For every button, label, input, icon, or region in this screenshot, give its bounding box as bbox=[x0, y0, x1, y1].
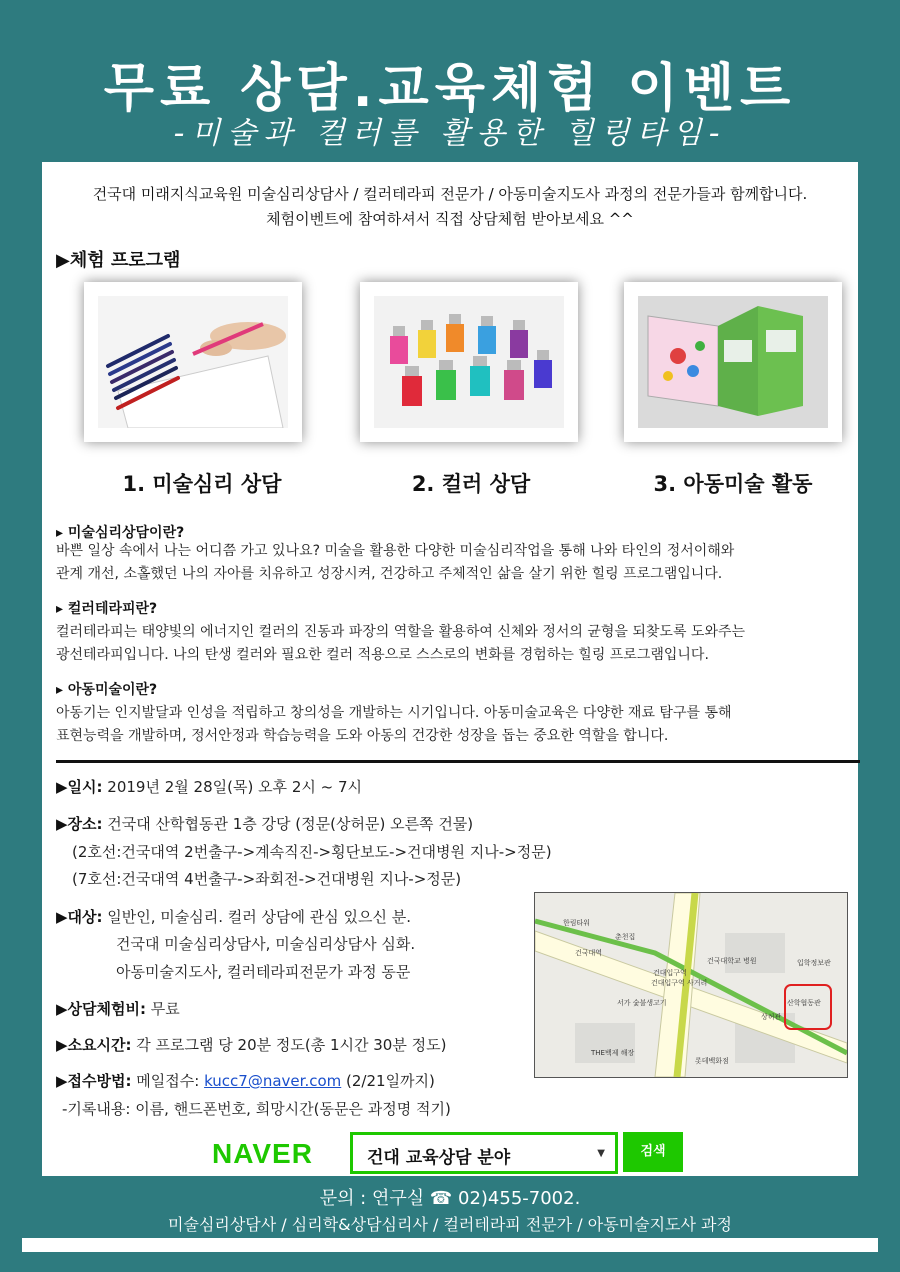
page-title: 무료 상담.교육체험 이벤트 bbox=[103, 59, 797, 119]
route-line-2: (2호선:건국대역 2번출구->계속직진->횡단보도->건대병원 지나->정문) bbox=[72, 843, 552, 861]
fee-value: 무료 bbox=[150, 1000, 180, 1018]
art-therapy-line-2: 관계 개선, 소홀했던 나의 자아를 치유하고 성장시켜, 건강하고 주체적인 삶을 살기 위한 힐링 프로그램입니다. bbox=[56, 566, 723, 582]
naver-logo: NAVER bbox=[212, 1138, 313, 1169]
program-caption-3: 3. 아동미술 활동 bbox=[653, 472, 813, 496]
intro-text bbox=[42, 182, 858, 232]
date-label: ▶일시: bbox=[56, 778, 103, 796]
kids-art-line-2: 표현능력을 개발하며, 정서안정과 학습능력을 도와 아동의 건강한 성장을 돕는 중요한 역할을 합니다. bbox=[56, 728, 669, 744]
kids-art-line-1: 아동기는 인지발달과 인성을 적립하고 창의성을 개발하는 시기입니다. 아동미술교육은 다양한 재료 탐구를 통해 bbox=[56, 705, 732, 721]
apply-prefix: 메일접수: bbox=[136, 1072, 200, 1090]
fee-row bbox=[56, 998, 180, 1019]
page-subtitle: -미술과 컬러를 활용한 힐링타임- bbox=[173, 116, 727, 151]
art-therapy-question: ▸ 미술심리상담이란? bbox=[56, 525, 185, 541]
target-line-3: 아동미술지도사, 컬러테라피전문가 과정 동문 bbox=[116, 963, 411, 981]
contact-info: 문의 : 연구실 ☎ 02)455-7002. bbox=[319, 1188, 581, 1209]
map-label-2: 건국대역 bbox=[575, 949, 603, 957]
course-list: 미술심리상담사 / 심리학&상담심리사 / 컬러테라피 전문가 / 아동미술지도사 과정 bbox=[168, 1215, 732, 1234]
program-caption-1: 1. 미술심리 상담 bbox=[122, 472, 282, 496]
map-label-11: 건대입구역 bbox=[653, 969, 687, 977]
art-therapy-description bbox=[56, 540, 846, 586]
apply-suffix: (2/21일까지) bbox=[346, 1072, 435, 1090]
bottom-bar bbox=[22, 1238, 878, 1252]
route-line-7: (7호선:건국대역 4번출구->좌회전->건대병원 지나->정문) bbox=[72, 870, 462, 888]
date-row bbox=[56, 776, 362, 797]
search-query: 건대 교육상담 분야 bbox=[367, 1148, 511, 1168]
record-note: -기록내용: 이름, 핸드폰번호, 희망시간(동문은 과정명 적기) bbox=[62, 1100, 451, 1118]
map-label-9: 롯데백화점 bbox=[695, 1057, 729, 1065]
kids-art-question: ▸ 아동미술이란? bbox=[56, 682, 158, 698]
target-row bbox=[56, 906, 411, 927]
content-card bbox=[42, 162, 858, 1176]
date-value: 2019년 2월 28일(목) 오후 2시 ~ 7시 bbox=[107, 778, 362, 796]
map-label-3: 건국대학교 병원 bbox=[707, 957, 757, 965]
color-therapy-photo bbox=[360, 282, 578, 442]
color-therapy-line-2: 광선테라피입니다. 나의 탄생 컬러와 필요한 컬러 적용으로 스스로의 변화를 경험하는 힐링 프로그램입니다. bbox=[56, 647, 709, 663]
target-label: ▶대상: bbox=[56, 908, 103, 926]
fee-label: ▶상담체험비: bbox=[56, 1000, 146, 1018]
place-label: ▶장소: bbox=[56, 815, 103, 833]
program-caption-2: 2. 컬러 상담 bbox=[411, 472, 531, 496]
map-label-10: 상허관 bbox=[761, 1013, 782, 1021]
kids-art-description bbox=[56, 702, 846, 748]
map-label-1: 춘천집 bbox=[615, 933, 636, 941]
map-label-8: THE백제 해장 bbox=[591, 1049, 635, 1057]
art-therapy-photo bbox=[84, 282, 302, 442]
location-map bbox=[534, 892, 848, 1078]
place-value: 건국대 산학협동관 1층 강당 (정문(상허문) 오른쪽 건물) bbox=[107, 815, 474, 833]
map-label-0: 한림타워 bbox=[563, 919, 591, 927]
programs-section-title: ▶체험 프로그램 bbox=[56, 250, 181, 271]
apply-email-link[interactable]: kucc7@naver.com bbox=[204, 1072, 342, 1090]
target-line-1: 일반인, 미술심리. 컬러 상담에 관심 있으신 분. bbox=[107, 908, 412, 926]
target-line-2: 건국대 미술심리상담사, 미술심리상담사 심화. bbox=[116, 935, 416, 953]
duration-row bbox=[56, 1034, 446, 1055]
apply-row bbox=[56, 1070, 435, 1091]
color-therapy-line-1: 컬러테라피는 태양빛의 에너지인 컬러의 진동과 파장의 역할을 활용하여 신체와 정서의 균형을 되찾도록 도와주는 bbox=[56, 624, 746, 640]
color-therapy-description bbox=[56, 621, 846, 667]
art-therapy-line-1: 바쁜 일상 속에서 나는 어디쯤 가고 있나요? 미술을 활용한 다양한 미술심리작업을 통해 나와 타인의 정서이해와 bbox=[56, 543, 735, 559]
map-label-5: 산학협동관 bbox=[787, 999, 821, 1007]
dropdown-icon[interactable]: ▼ bbox=[597, 1148, 605, 1159]
apply-label: ▶접수방법: bbox=[56, 1072, 132, 1090]
intro-line-1: 건국대 미래지식교육원 미술심리상담사 / 컬러테라피 전문가 / 아동미술지도사 과정의 전문가들과 함께합니다. bbox=[92, 185, 808, 203]
place-row bbox=[56, 813, 473, 834]
map-label-6: 건대입구역 사거리 bbox=[651, 979, 708, 987]
search-input[interactable] bbox=[350, 1132, 618, 1174]
duration-value: 각 프로그램 당 20분 정도(총 1시간 30분 정도) bbox=[136, 1036, 447, 1054]
map-label-4: 입학정보관 bbox=[797, 959, 831, 967]
color-therapy-question: ▸ 컬러테라피란? bbox=[56, 601, 158, 617]
kids-art-photo bbox=[624, 282, 842, 442]
intro-line-2: 체험이벤트에 참여하셔서 직접 상담체험 받아보세요 ^^ bbox=[266, 210, 634, 228]
map-label-7: 서가 숯불생고기 bbox=[617, 999, 667, 1007]
duration-label: ▶소요시간: bbox=[56, 1036, 132, 1054]
search-button[interactable]: 검색 bbox=[623, 1132, 683, 1172]
section-divider bbox=[56, 760, 860, 763]
